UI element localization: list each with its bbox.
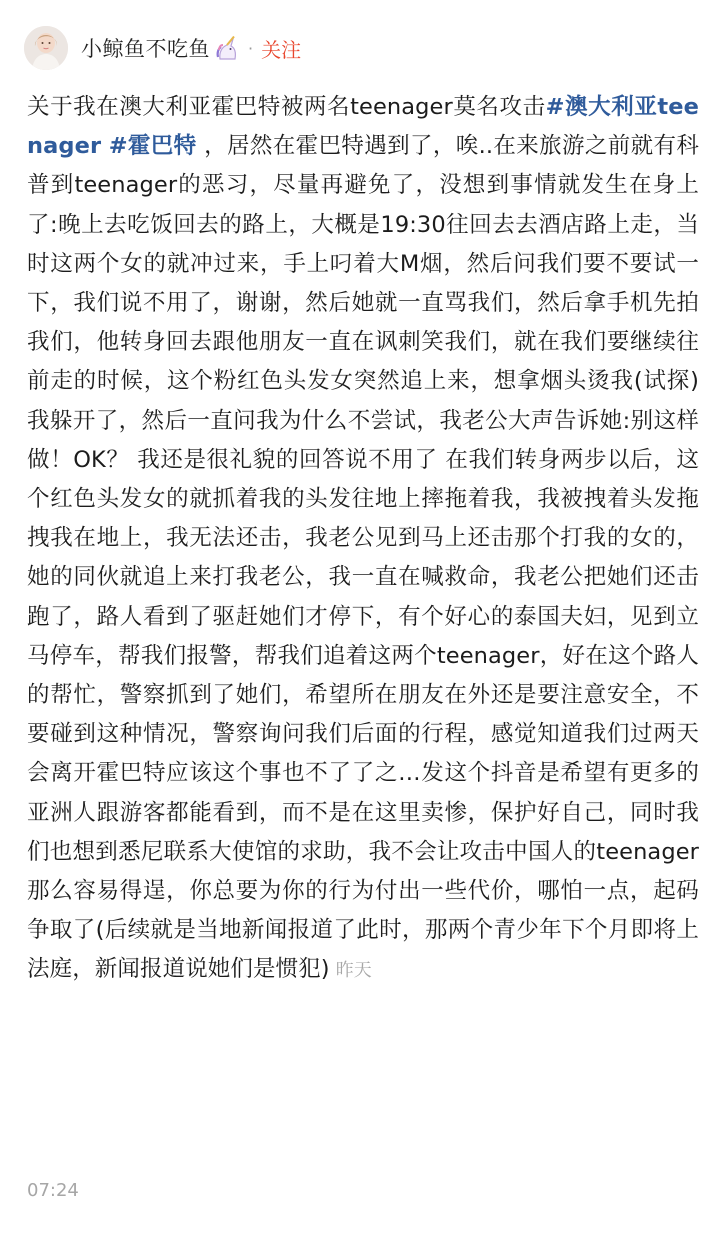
post-time: 07:24	[27, 1180, 79, 1201]
separator-dot: ·	[248, 38, 254, 58]
post-body: ，居然在霍巴特遇到了，唉..在来旅游之前就有科普到teenager的恶习，尽量再避免了，没想到事情就发生在身上了:晚上去吃饭回去的路上，大概是19:30往回去去酒店路上走，当时这两个女的就冲过来，手上叼着大M烟，然后问我们要不要试一下，我们说不用了，谢谢，然后她就一直骂我们，然后拿手机先拍我们，他转身回去跟他朋友一直在讽刺笑我们，就在我们要继续往前走的时候，这个粉红色头发女突然追上来，想拿烟头烫我(试探)我躲开了，然后一直问我为什么不尝试，我老公大声告诉她:别这样做！OK？ 我还是很礼貌的回答说不用了 在我们转身两步以后，这个红色头发女的就抓着我的头发往地上摔拖着我，我被拽着头发拖拽我在地上，我无法还击，我老公见到马上还击那个打我的女的，她的同伙就追上来打我老公，我一直在喊救命，我老公把她们还击跑了，路人看到了驱赶她们才停下，有个好心的泰国夫妇，见到立马停车，帮我们报警，帮我们追着这两个teenager，好在这个路人的帮忙，警察抓到了她们，希望所在朋友在外还是要注意安全，不要碰到这种情况，警察询问我们后面的行程，感觉知道我们过两天会离开霍巴特应该这个事也不了了之…发这个抖音是希望有更多的亚洲人跟游客都能看到，而不是在这里卖惨，保护好自己，同时我们也想到悉尼联系大使馆的求助，我不会让攻击中国人的teenager那么容易得逞，你总要为你的行为付出一些代价，哪怕一点，起码争取了(后续就是当地新闻报道了此时，那两个青少年下个月即将上法庭，新闻报道说她们是惯犯)	[27, 133, 699, 983]
post-content	[27, 88, 699, 991]
hashtag-australia-teenager[interactable]: #澳大利亚teenager	[27, 94, 699, 160]
follow-button[interactable]: 关注	[261, 37, 302, 62]
author-name[interactable]: 小鲸鱼不吃鱼	[81, 37, 210, 61]
hashtag-hobart[interactable]: #霍巴特	[108, 133, 197, 160]
post-intro: 关于我在澳大利亚霍巴特被两名teenager莫名攻击	[27, 94, 546, 120]
unicorn-icon	[214, 35, 240, 61]
post-header	[24, 22, 301, 74]
post-date: 昨天	[335, 960, 372, 982]
avatar-image	[24, 26, 68, 70]
avatar[interactable]	[24, 26, 68, 70]
